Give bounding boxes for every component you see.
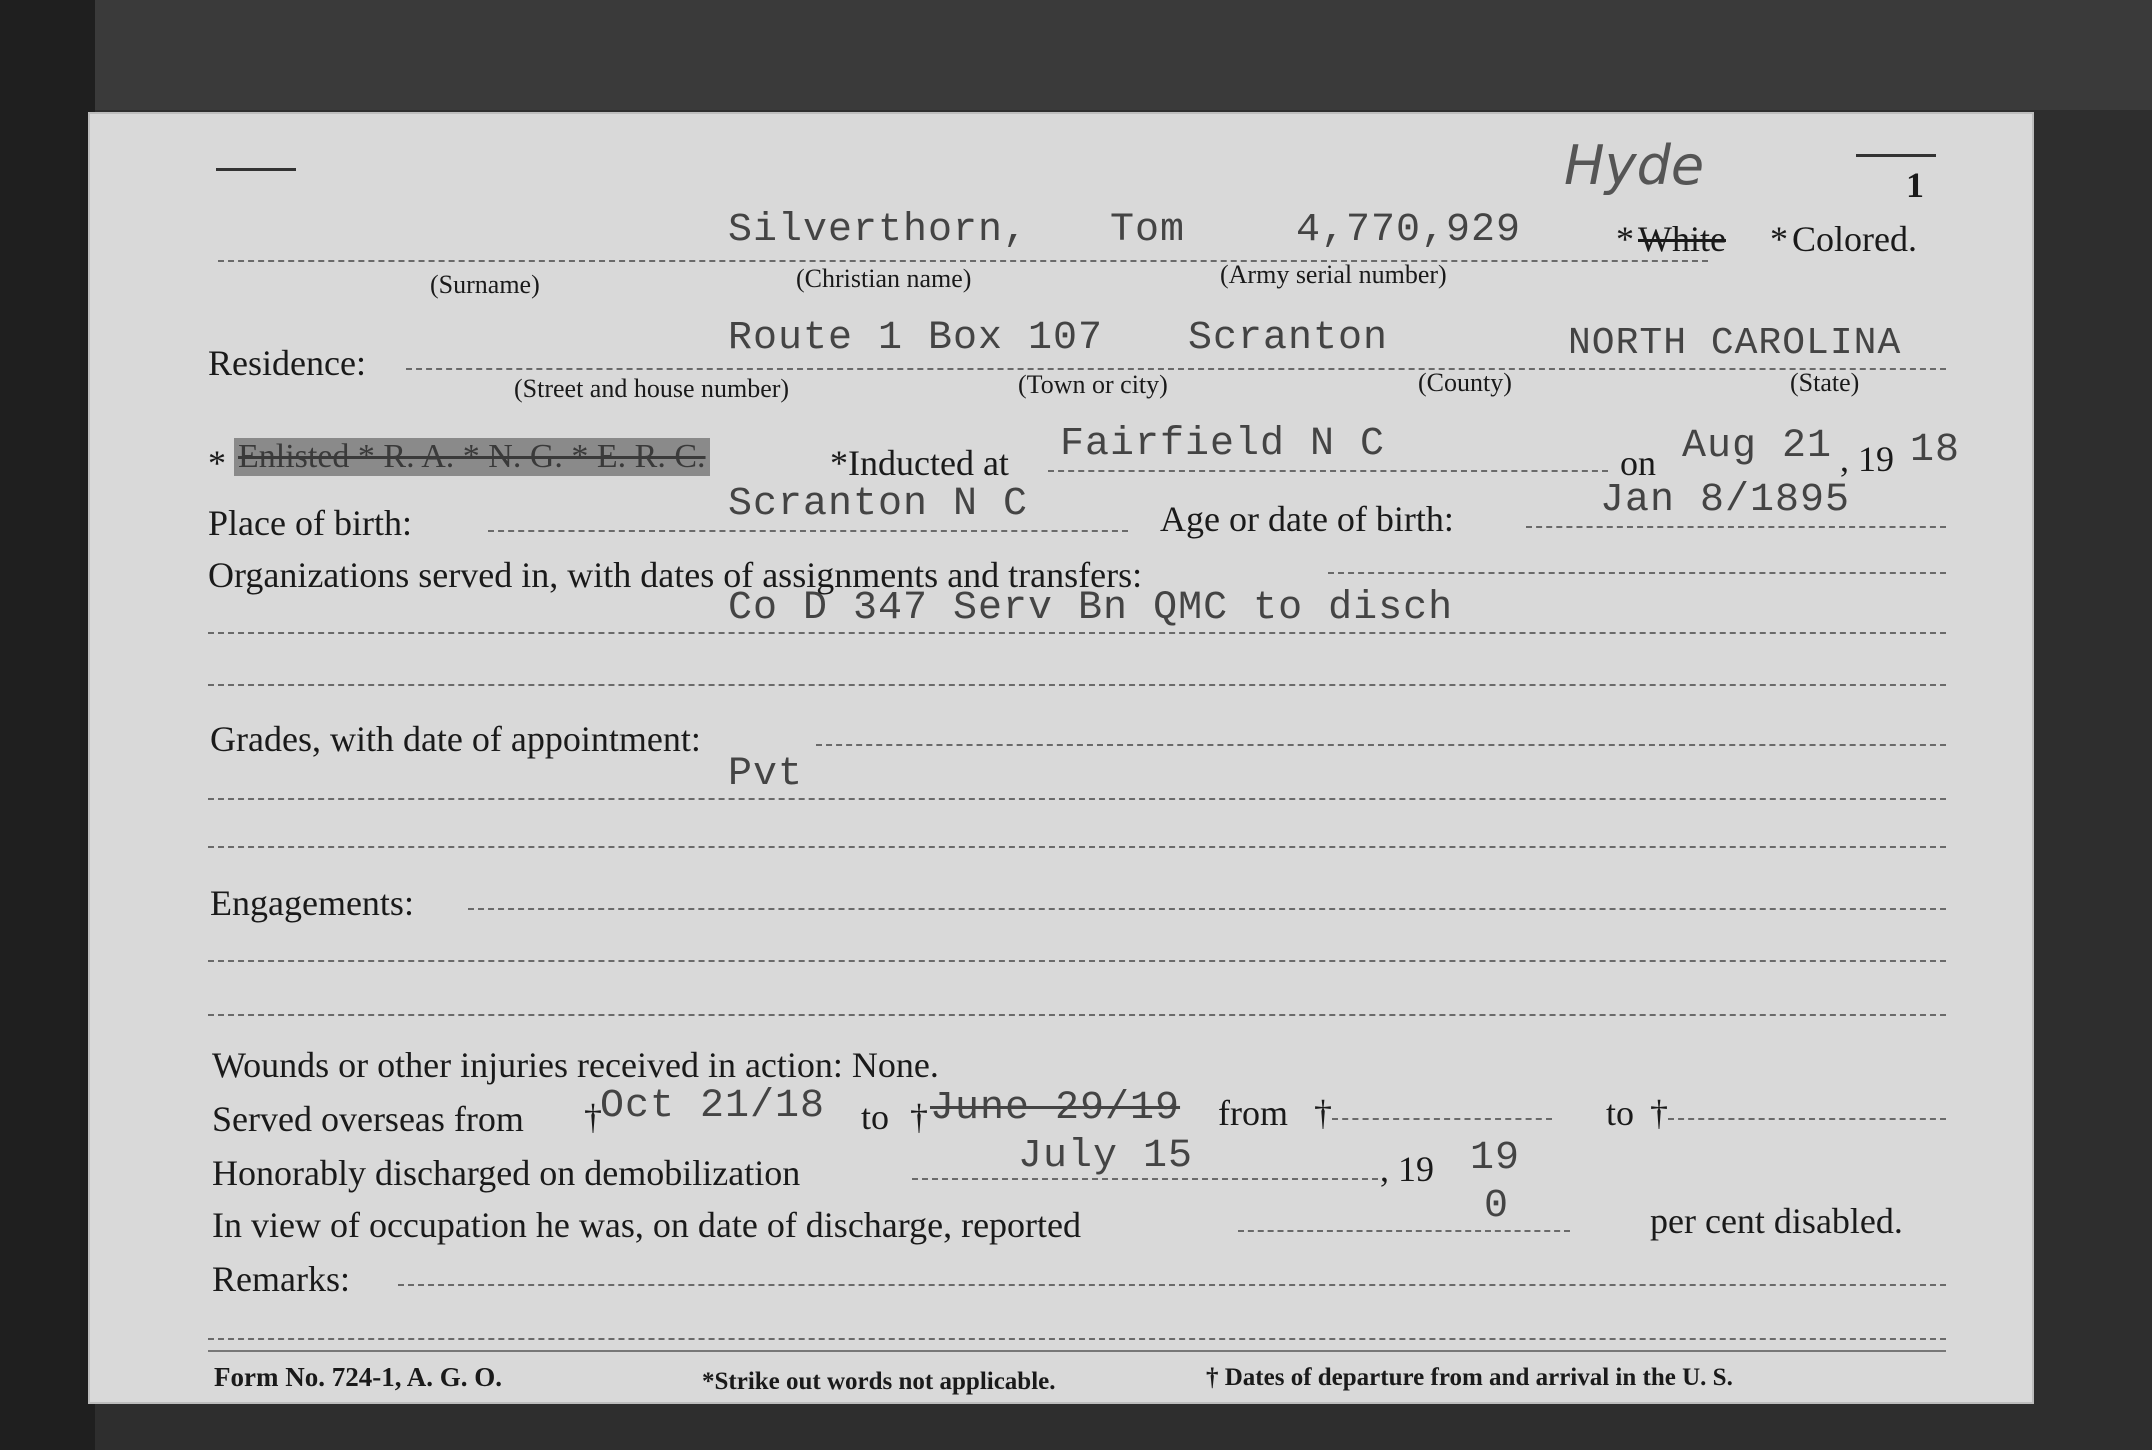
organizations-line-2 [208,632,1946,634]
disability-value: 0 [1484,1184,1510,1229]
residence-street-value: Route 1 Box 107 [728,316,1104,361]
name-line [218,260,1708,262]
scan-background-left [0,0,95,1450]
card-number: 1 [1906,165,1924,205]
discharge-date-value: July 15 [1018,1134,1194,1179]
organizations-value: Co D 347 Serv Bn QMC to disch [728,586,1454,631]
inducted-label: *Inducted at [830,443,1009,483]
overseas-from-label-2: from [1218,1093,1288,1133]
inducted-place-line [1048,470,1608,472]
organizations-label: Organizations served in, with dates of assignments and transfers: [208,555,1143,595]
footer-dates-note: † Dates of departure from and arrival in the U. S. [1206,1364,1733,1391]
overseas-to-value: June 29/19 [930,1086,1181,1131]
remarks-label: Remarks: [212,1259,350,1299]
birth-place-label: Place of birth: [208,503,412,543]
inducted-place-value: Fairfield N C [1060,422,1386,467]
card-number-rule [1856,154,1936,157]
disability-line [1238,1230,1570,1232]
wounds-label: Wounds or other injuries received in action: None. [212,1045,939,1085]
grades-value: Pvt [728,752,804,797]
on-label: on [1620,443,1656,483]
overseas-from-line-2 [1332,1118,1552,1120]
discharge-year-value: 19 [1470,1136,1521,1181]
disability-label: In view of occupation he was, on date of discharge, reported [212,1205,1082,1245]
birth-place-line [488,530,1128,532]
street-caption: (Street and house number) [514,374,790,403]
discharge-year-prefix: , 19 [1380,1149,1434,1189]
engagements-line-2 [208,960,1946,962]
overseas-dagger-4: † [1650,1093,1668,1133]
residence-line [406,368,1946,370]
asterisk-enlisted: * [208,443,226,483]
asterisk-white: * [1616,219,1634,259]
overseas-dagger-2: † [910,1097,928,1137]
organizations-line-1 [1328,572,1946,574]
state-caption: (State) [1790,368,1860,397]
surname-caption: (Surname) [430,270,540,299]
scan-background-top [0,0,2152,110]
record-card [88,112,2034,1404]
christian-name-caption: (Christian name) [796,264,972,293]
overseas-to-label-2: to [1606,1093,1635,1133]
footer-rule [208,1350,1946,1352]
serial-number-caption: (Army serial number) [1220,260,1447,289]
grades-label: Grades, with date of appointment: [210,719,701,759]
residence-state-value: NORTH CAROLINA [1568,322,1902,365]
discharge-label: Honorably discharged on demobilization [212,1153,801,1193]
engagements-label: Engagements: [210,883,414,923]
county-caption: (County) [1418,368,1512,397]
surname-value: Silverthorn, [728,208,1029,253]
inducted-year-prefix: , 19 [1840,439,1894,479]
handwritten-note: Hyde [1564,134,1705,197]
overseas-dagger-3: † [1314,1093,1332,1133]
overseas-from-value: Oct 21/18 [600,1084,826,1129]
engagements-line-3 [208,1014,1946,1016]
overseas-to-line-2 [1668,1118,1946,1120]
form-number: Form No. 724-1, A. G. O. [214,1362,502,1392]
residence-town-value: Scranton [1188,316,1389,361]
residence-label: Residence: [208,343,366,383]
colored-option: Colored. [1792,219,1917,259]
white-option: White [1638,219,1726,259]
overseas-dagger-1: † [584,1097,602,1137]
birth-date-value: Jan 8/1895 [1600,478,1851,523]
christian-name-value: Tom [1110,208,1186,253]
grades-line-2 [208,798,1946,800]
engagements-line-1 [468,908,1946,910]
birth-place-value: Scranton N C [728,482,1029,527]
grades-line-1 [816,744,1946,746]
overseas-to-label: to [861,1097,890,1137]
organizations-line-3 [208,684,1946,686]
remarks-line-1 [398,1284,1946,1286]
inducted-date-value: Aug 21 [1682,424,1833,469]
town-caption: (Town or city) [1018,370,1168,399]
inducted-year-value: 18 [1910,428,1961,473]
overseas-label: Served overseas from [212,1099,524,1139]
remarks-line-2 [208,1338,1946,1340]
asterisk-colored: * [1770,219,1788,259]
footer-strike-note: *Strike out words not applicable. [702,1368,1056,1395]
top-left-rule [216,168,296,171]
disability-suffix: per cent disabled. [1650,1201,1903,1241]
enlisted-options: Enlisted * R. A. * N. G. * E. R. C. [234,438,710,476]
age-label: Age or date of birth: [1160,499,1454,539]
serial-number-value: 4,770,929 [1296,208,1522,253]
birth-date-line [1526,526,1946,528]
grades-line-3 [208,846,1946,848]
